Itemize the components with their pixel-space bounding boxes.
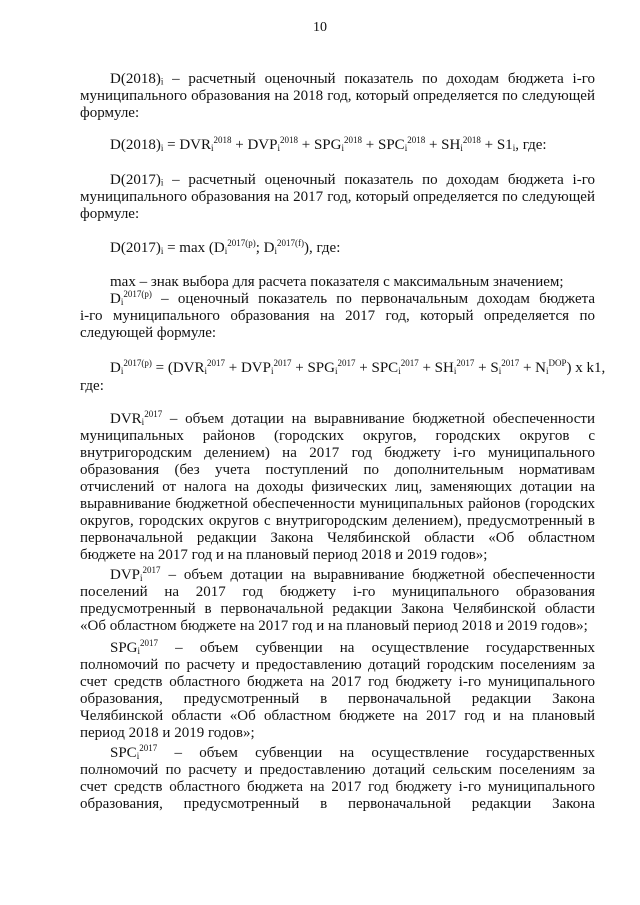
paragraph-line: формуле: [80,105,140,121]
paragraph-line: бюджете на 2017 год и на плановый период 2018 и 2019 годов»; [80,547,488,563]
paragraph-line: образования, предусмотренный в первоначальной редакции Закона [80,796,595,812]
paragraph-line: муниципальных районов (городских округов, городских округов с [80,428,595,444]
paragraph-line: период 2018 и 2019 годов»; [80,725,255,741]
paragraph-line: счет средств областного бюджета на 2017 год бюджету i-го муниципального [80,674,595,690]
formula-d2017: $D(2017)_i = \max (D_i^{2017(p)}$; $D_i^{2017(f)}$), где: [110,238,341,256]
paragraph-line: max – знак выбора для расчета показателя с максимальным значением; [110,274,564,290]
paragraph-line: полномочий по расчету и предоставлению дотаций сельским поселениям за [80,762,595,778]
term: DVP [110,567,141,583]
paragraph-line: поселений на 2017 год бюджету i-го муниципального образования [80,584,595,600]
definition-spc-line: $SPC_i^{2017}$ – объем субвенции на осуществление государственных [110,743,595,761]
paragraph-line: где: [80,378,104,394]
definition-dp-line: $D_i^{2017(p)}$ – оценочный показатель по первоначальным доходам бюджета [110,289,596,307]
term: SPG [110,640,138,656]
paragraph-line: D(2018)ᵢ – расчетный оценочный показатель по доходам бюджета i-го [110,71,595,87]
paragraph-line: первоначальной редакции Закона Челябинской области «Об областном [80,530,595,546]
paragraph-line: D(2017)ᵢ – расчетный оценочный показатель по доходам бюджета i-го [110,172,595,188]
paragraph-line: предусмотренный в первоначальной редакции Закона Челябинской области [80,601,595,617]
paragraph-line: счет средств областного бюджета на 2017 год бюджету i-го муниципального [80,779,595,795]
paragraph-line: округов, городских округов с внутригородским делением), предусмотренный в [80,513,595,529]
paragraph-line: образования (без учета поступлений по дополнительным нормативам [80,462,595,478]
formula-d2018: $D(2018)_i = DVR_i^{2018} + DVP_i^{2018} + SPG_i^{2018} + SPC_i^{2018} + SH_i^{2018} + S1_i$, где: [110,135,547,153]
term: SPC [110,745,137,761]
paragraph-line: формуле: [80,206,140,222]
paragraph-line: муниципального образования на 2018 год, который определяется по следующей [80,88,595,104]
paragraph-line: «Об областном бюджете на 2017 год и на плановый период 2018 и 2019 годов»; [80,618,588,634]
formula-dp2017: $D_i^{2017(p)} = (DVR_i^{2017} + DVP_i^{2017} + SPG_i^{2017} + SPC_i^{2017} + SH_i^{2017} + S_i^{2017} + N_i^{DOP})$ x k1, [110,358,606,376]
paragraph-line: внутригородским делением) на 2017 год бюджету i-го муниципального [80,445,595,461]
paragraph-line: отчислений от налога на доходы физических лиц, заменяющих дотации на [80,479,595,495]
paragraph-line: следующей формуле: [80,325,217,341]
term: D [110,291,121,307]
paragraph-line: образования, предусмотренный в первоначальной редакции Закона [80,691,595,707]
paragraph-line: выравнивание бюджетной обеспеченности муниципальных районов (городских [80,496,595,512]
paragraph-line: муниципального образования на 2017 год, который определяется по следующей [80,189,595,205]
definition-dvr-line: $DVR_i^{2017}$ – объем дотации на выравнивание бюджетной обеспеченности [110,409,596,427]
page-number: 10 [313,20,327,35]
term: DVR [110,411,142,427]
paragraph-line: i-го муниципального образования на 2017 год, который определяется по [80,308,595,324]
paragraph-line: полномочий по расчету и предоставлению дотаций городским поселениям за [80,657,595,673]
paragraph-line: Челябинской области «Об областном бюджете на 2017 год и на плановый [80,708,595,724]
definition-spg-line: $SPG_i^{2017}$ – объем субвенции на осуществление государственных [110,638,595,656]
definition-dvp-line: $DVP_i^{2017}$ – объем дотации на выравнивание бюджетной обеспеченности [110,565,595,583]
